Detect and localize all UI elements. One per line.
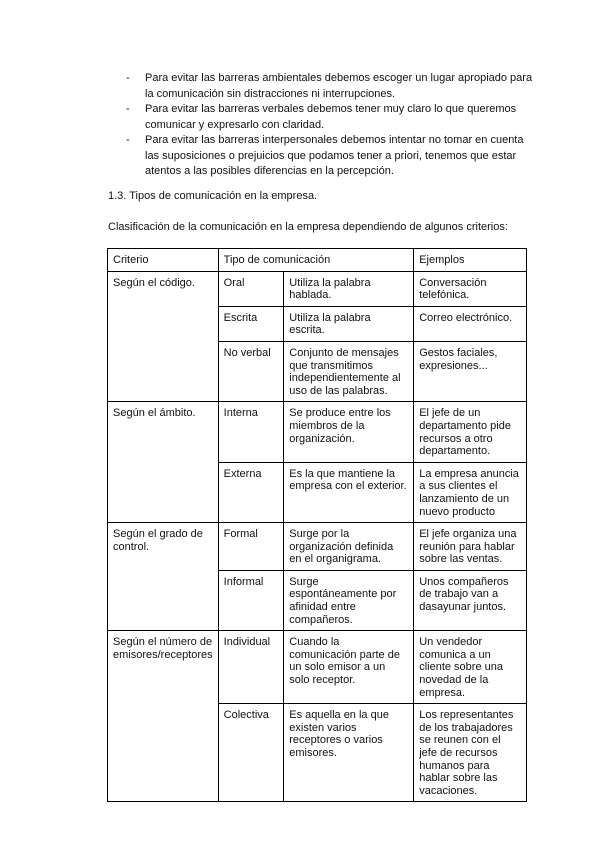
tipo-cell: Formal bbox=[218, 523, 284, 571]
bullet-item bbox=[126, 71, 536, 102]
tipo-cell: Informal bbox=[218, 570, 284, 630]
barrier-bullet-list bbox=[126, 71, 536, 180]
ejemplo-cell: Conversación telefónica. bbox=[414, 271, 527, 306]
ejemplo-cell: La empresa anuncia a sus clientes el lanzamiento de un nuevo producto bbox=[414, 462, 527, 522]
tipo-cell: Externa bbox=[218, 462, 284, 522]
header-ejemplos: Ejemplos bbox=[414, 249, 527, 272]
table-header-row bbox=[108, 249, 527, 272]
ejemplo-cell: Unos compañeros de trabajo van a dasayunar juntos. bbox=[414, 570, 527, 630]
desc-cell: Utiliza la palabra escrita. bbox=[284, 306, 414, 341]
ejemplo-cell: Correo electrónico. bbox=[414, 306, 527, 341]
table-row bbox=[108, 523, 527, 571]
bullet-text: Para evitar las barreras ambientales debemos escoger un lugar apropiado para la comunicación sin distracciones ni interrupciones. bbox=[145, 72, 533, 100]
table-row bbox=[108, 271, 527, 306]
header-criterio: Criterio bbox=[108, 249, 219, 272]
bullet-text: Para evitar las barreras verbales debemos tener muy claro lo que queremos comunicar y expresarlo con claridad. bbox=[145, 103, 517, 131]
tipo-cell: Individual bbox=[218, 631, 284, 704]
ejemplo-cell: Gestos faciales, expresiones... bbox=[414, 341, 527, 401]
ejemplo-cell: El jefe de un departamento pide recursos a otro departamento. bbox=[414, 402, 527, 462]
desc-cell: Se produce entre los miembros de la organización. bbox=[284, 402, 414, 462]
tipo-cell: Escrita bbox=[218, 306, 284, 341]
tipo-cell: Interna bbox=[218, 402, 284, 462]
ejemplo-cell: Un vendedor comunica a un cliente sobre una novedad de la empresa. bbox=[414, 631, 527, 704]
criterio-cell: Según el número de emisores/receptores bbox=[108, 631, 219, 802]
desc-cell: Utiliza la palabra hablada. bbox=[284, 271, 414, 306]
bullet-dash: - bbox=[126, 134, 130, 146]
bullet-text: Para evitar las barreras interpersonales debemos intentar no tomar en cuenta las suposiciones o prejuicios que podamos tener a priori, tenemos que estar atentos a las posibles diferencias en la percepción. bbox=[145, 134, 524, 177]
desc-cell: Surge espontáneamente por afinidad entre compañeros. bbox=[284, 570, 414, 630]
table-row bbox=[108, 402, 527, 462]
ejemplo-cell: Los representantes de los trabajadores se reunen con el jefe de recursos humanos para hablar sobre las vacaciones. bbox=[414, 704, 527, 802]
ejemplo-cell: El jefe organiza una reunión para hablar sobre las ventas. bbox=[414, 523, 527, 571]
tipo-cell: No verbal bbox=[218, 341, 284, 401]
desc-cell: Conjunto de mensajes que transmitimos independientemente al uso de las palabras. bbox=[284, 341, 414, 401]
communication-types-table bbox=[107, 248, 527, 802]
bullet-item bbox=[126, 102, 536, 133]
tipo-cell: Colectiva bbox=[218, 704, 284, 802]
header-tipo: Tipo de comunicación bbox=[218, 249, 414, 272]
section-heading: 1.3. Tipos de comunicación en la empresa. bbox=[108, 190, 318, 202]
criterio-cell: Según el código. bbox=[108, 271, 219, 402]
bullet-item bbox=[126, 133, 536, 180]
desc-cell: Es la que mantiene la empresa con el exterior. bbox=[284, 462, 414, 522]
intro-paragraph: Clasificación de la comunicación en la empresa dependiendo de algunos criterios: bbox=[108, 221, 508, 233]
criterio-cell: Según el grado de control. bbox=[108, 523, 219, 631]
table-row bbox=[108, 631, 527, 704]
tipo-cell: Oral bbox=[218, 271, 284, 306]
criterio-cell: Según el ámbito. bbox=[108, 402, 219, 523]
desc-cell: Surge por la organización definida en el organigrama. bbox=[284, 523, 414, 571]
desc-cell: Cuando la comunicación parte de un solo emisor a un solo receptor. bbox=[284, 631, 414, 704]
bullet-dash: - bbox=[126, 72, 130, 84]
desc-cell: Es aquella en la que existen varios receptores o varios emisores. bbox=[284, 704, 414, 802]
bullet-dash: - bbox=[126, 103, 130, 115]
